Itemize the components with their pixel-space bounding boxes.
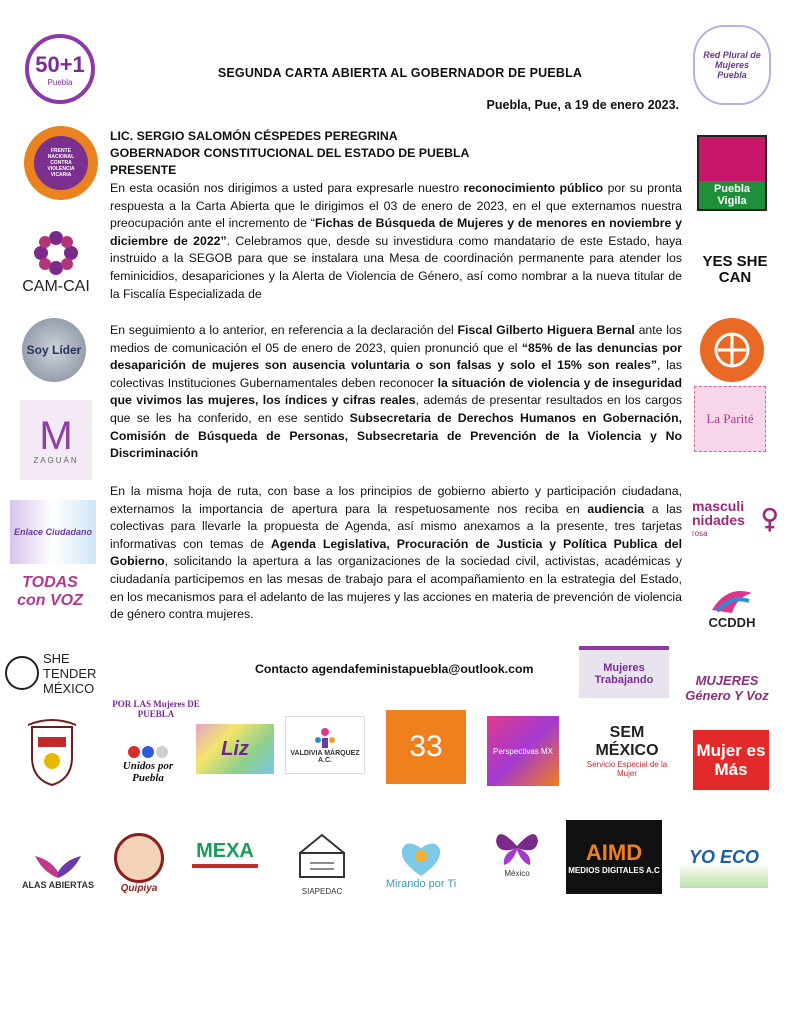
logo-todas-con-voz: TODAS con VOZ (17, 574, 83, 609)
logo-masculinidades: masculi nidades rosa (692, 494, 778, 546)
logo-mujer-es-mas: Mujer es Más (693, 730, 769, 790)
logo-puebla-vigila: Puebla Vigila (697, 135, 767, 211)
logo-la-parite: La Parité (694, 386, 766, 452)
logo-mirando-por-ti: Mirando por Ti (380, 818, 462, 890)
logo-mujeres-trabajando: Mujeres Trabajando (579, 646, 669, 698)
logo-red-plural: Red Plural de Mujeres Puebla (693, 25, 771, 105)
logo-crest (20, 714, 84, 790)
logo-unidos-por-puebla: Unidos por Puebla (112, 736, 184, 794)
wings-icon (33, 852, 83, 880)
sketch-icon (292, 827, 352, 887)
logo-50-mas-1: 50+1 Puebla (25, 34, 95, 104)
logo-liz: Liz (196, 724, 274, 774)
addressee-name: LIC. SERGIO SALOMÓN CÉSPEDES PEREGRINA (110, 129, 398, 143)
logo-soy-lider: Soy Líder (22, 318, 86, 382)
logo-sem-mexico: SEM MÉXICO Servicio Especial de la Mujer (586, 724, 668, 778)
logo-orange-circle (700, 318, 764, 382)
flower-icon (31, 228, 81, 278)
addressee-role: GOBERNADOR CONSTITUCIONAL DEL ESTADO DE PUEBLA (110, 146, 470, 160)
logo-mexa: MEXA (192, 838, 258, 868)
letter-date: Puebla, Pue, a 19 de enero 2023. (486, 98, 679, 112)
logo-por-las-mujeres: POR LAS Mujeres DE PUEBLA (112, 699, 200, 719)
logo-enlace-ciudadano: Enlace Ciudadano (10, 500, 96, 564)
logo-alas-abiertas: ALAS ABIERTAS (18, 836, 98, 890)
globe-icon (712, 330, 752, 370)
letter-title: SEGUNDA CARTA ABIERTA AL GOBERNADOR DE PUEBLA (217, 66, 583, 80)
female-symbol-icon (762, 500, 778, 540)
portrait-icon (114, 833, 164, 883)
logo-yes-she-can: YES SHE CAN (702, 253, 768, 286)
logo-frente-nacional: FRENTE NACIONAL CONTRA VIOLENCIA VICARIA (24, 126, 98, 200)
logo-cam-cai: CAM-CAI (15, 208, 97, 296)
butterfly-icon (494, 823, 540, 869)
logo-aimd-medios-digitales: AIMD MEDIOS DIGITALES A.C (566, 820, 662, 894)
she-tender-icon (5, 656, 39, 690)
logo-ccddh: CCDDH (692, 572, 772, 630)
paragraph-1: En esta ocasión nos dirigimos a usted para expresarle nuestro reconocimiento público por su pronta respuesta a la Carta Abierta que le dirigimos el 03 de enero de 2023, en el que externamos nuestra preocupación ante el incremento de “Fichas de Búsqueda de Mujeres y de menores en noviembre y diciembre de 2022”. Celebramos que, desde su investidura como mandatario de este Estado, haya instruido a la SEGOB para que se instalara una Mesa de coordinación permanente para atender los feminicidios, desapariciones y la Alerta de Violencia de Género, así como nombrar a la nueva titular de la Fiscalía Especializada de (110, 181, 683, 301)
people-icon (313, 726, 337, 750)
contact-email: Contacto agendafeministapuebla@outlook.com (255, 662, 534, 676)
paragraph-3: En la misma hoja de ruta, con base a los principios de gobierno abierto y participación ciudadana, externamos la importancia de apertura para la respetuosamente nos reciba en audiencia a las colectivas para llevarle la propuesta de Agenda, así mismo anexamos a la presente, tres tarjetas informativas con temas de Agenda Legislativa, Procuración de Justicia y Política Publica del Gobierno, solicitando la apertura a las organizaciones de la sociedad civil, activistas, académicas y ciudadanía participemos en las mesas de trabajo para el acompañamiento en la estrategia del Estado, en los mecanismos para el adelanto de las mujeres y las acciones en materia de prevención de violencia de género contra mujeres. (110, 484, 682, 622)
logo-siapedac: SIAPEDAC (285, 812, 359, 896)
logo-33: 33 (386, 710, 466, 784)
logo-perspectivas-mx: Perspectivas MX (487, 716, 559, 786)
logo-quipiya: Quipiya (108, 826, 170, 894)
logo-mujeres-transformando: México (484, 808, 550, 892)
logo-mujeres-genero-voz: MUJERES Género Y Voz (685, 673, 769, 703)
logo-zaguan: M ZAGUÁN (20, 400, 92, 480)
logo-valdivia-marquez: VALDIVIA MÁRQUEZ A.C. (285, 716, 365, 774)
bird-icon (707, 585, 757, 615)
logo-she-tender: SHE TENDER MÉXICO (5, 640, 97, 706)
paragraph-2: En seguimiento a lo anterior, en referencia a la declaración del Fiscal Gilberto Higuera Bernal ante los medios de comunicación el 05 de enero de 2023, quien pronunció que el “85% de las denuncias por desaparición de mujeres son ausencia voluntaria o son falsas y solo el 15% son reales”, las colectivas Instituciones Gubernamentales deben reconocer la situación de violencia y de inseguridad que vivimos las mujeres, los índices y cifras reales, además de presentar resultados en los cargos que se les ha conferido, en ese sentido Subsecretaria de Derechos Humanos en Gobernación, Comisión de Búsqueda de Personas, Subsecretaria de Prevención de la Violencia y No Discriminación (110, 323, 683, 461)
heart-icon (398, 838, 444, 878)
crest-icon (24, 717, 80, 787)
addressee-salutation: PRESENTE (110, 163, 177, 177)
logo-yo-eco: YO ECO (680, 826, 768, 888)
